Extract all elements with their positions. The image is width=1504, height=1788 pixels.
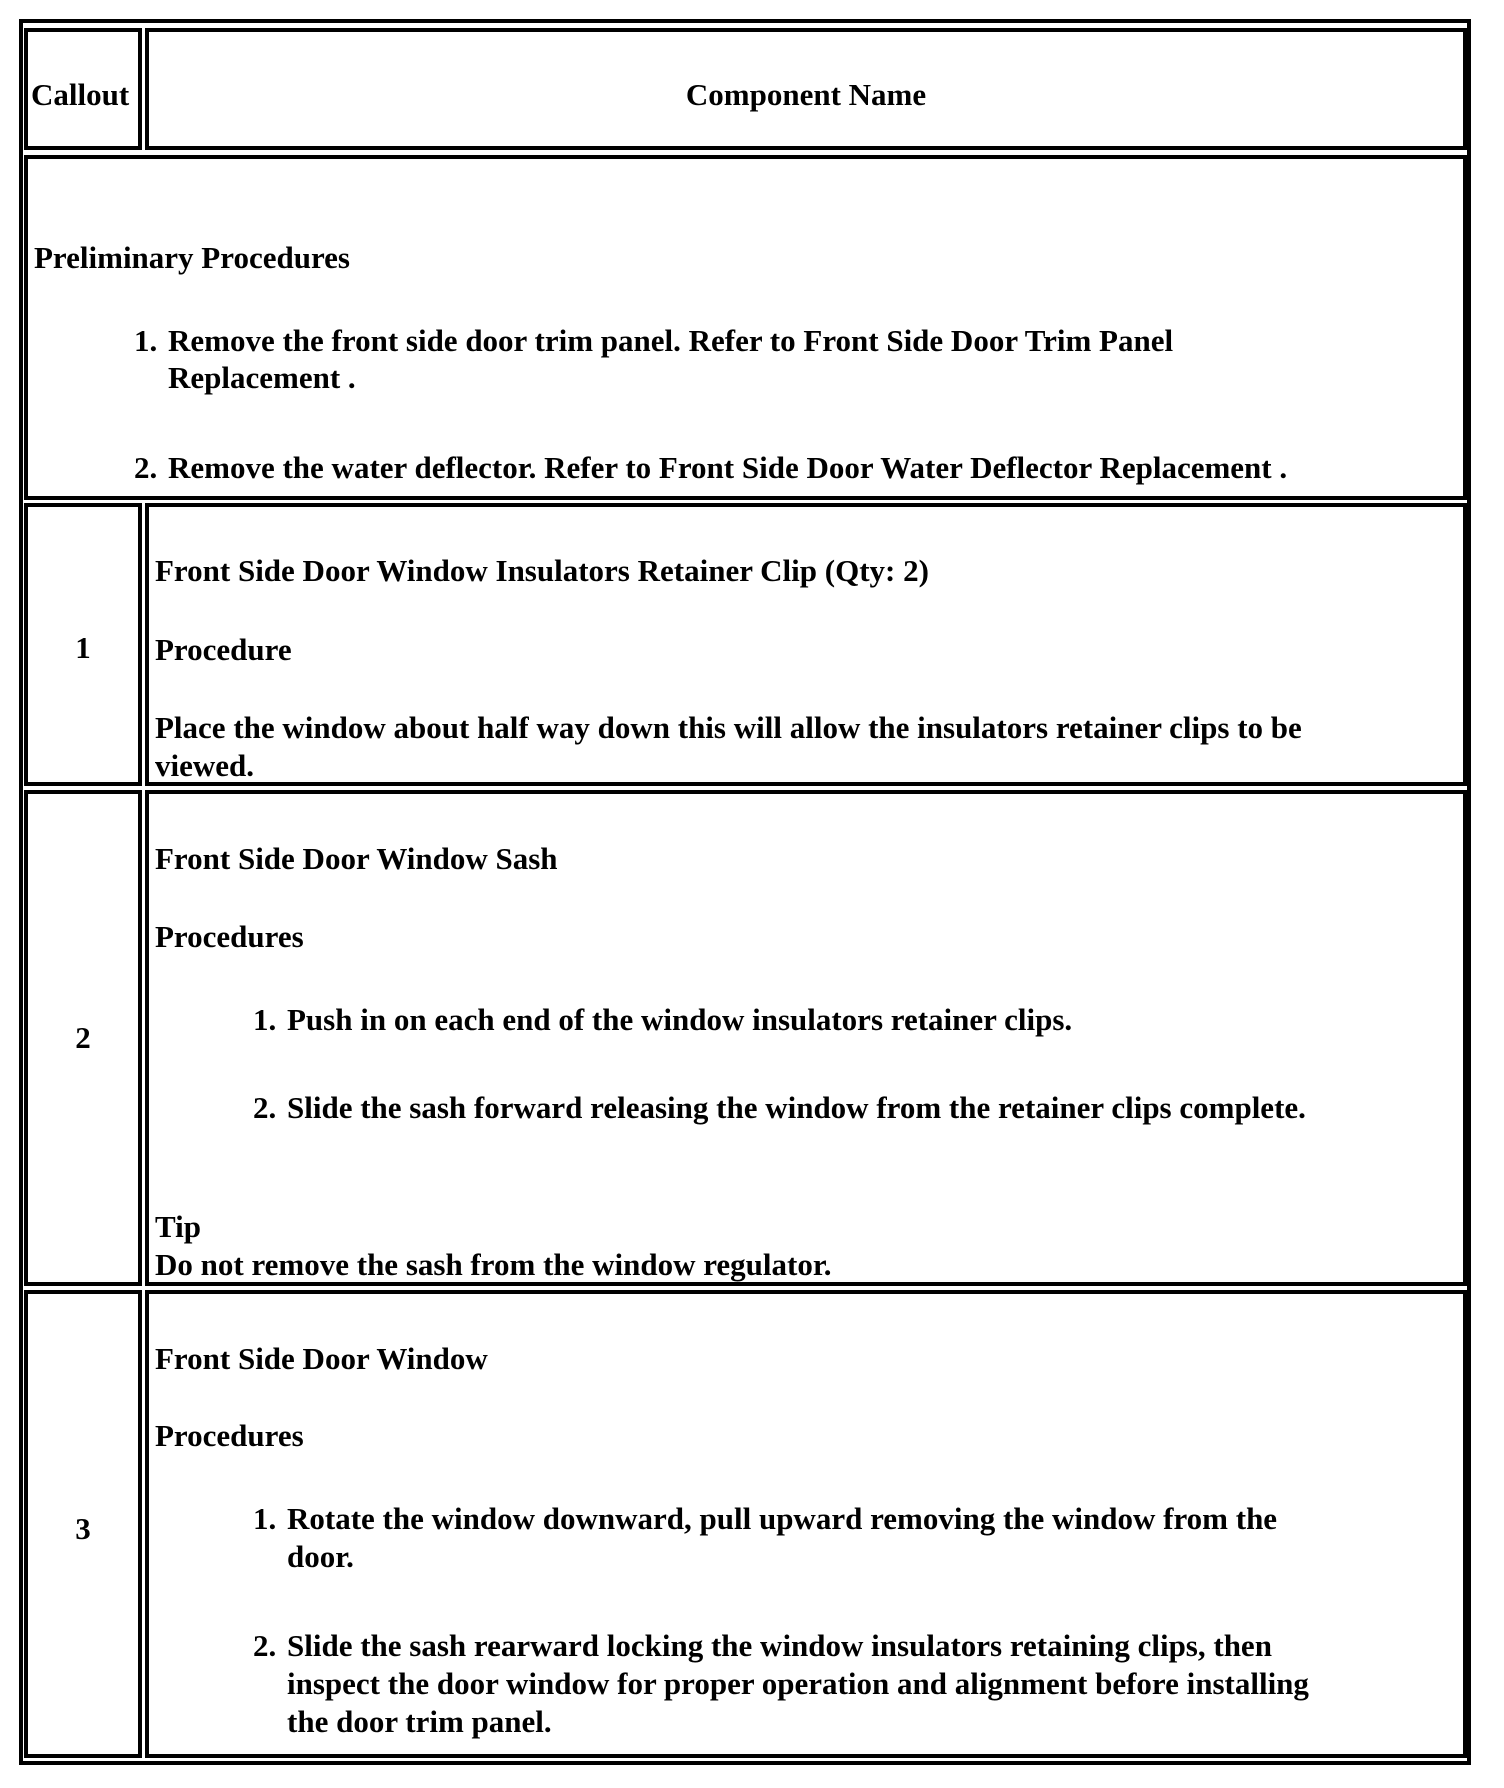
header-component-cell (145, 28, 1467, 150)
tip-text: Do not remove the sash from the window regulator. (155, 1247, 832, 1282)
callout-number: 1 (75, 630, 91, 665)
component-name: Front Side Door Window Sash (155, 841, 558, 876)
component-cell (145, 1290, 1467, 1758)
procedure-label: Procedures (155, 1418, 304, 1453)
step-text-line: Remove the front side door trim panel. Refer to Front Side Door Trim Panel (168, 323, 1174, 358)
preliminary-cell (24, 155, 1467, 500)
component-name: Front Side Door Window (155, 1341, 488, 1376)
component-cell (145, 790, 1467, 1286)
procedure-label: Procedure (155, 632, 292, 667)
step-text-line: Rotate the window downward, pull upward removing the window from the (287, 1501, 1278, 1536)
callout-number: 2 (75, 1020, 91, 1055)
step-number: 1. (253, 1501, 277, 1536)
preliminary-title: Preliminary Procedures (34, 240, 350, 275)
header-callout: Callout (31, 77, 130, 112)
procedure-text-line: Place the window about half way down this will allow the insulators retainer clips to be (155, 710, 1302, 745)
step-text-line: the door trim panel. (287, 1704, 552, 1739)
step-text-line: Remove the water deflector. Refer to Front Side Door Water Deflector Replacement . (168, 450, 1288, 485)
procedure-label: Procedures (155, 919, 304, 954)
callout-cell (24, 503, 142, 786)
step-text-line: inspect the door window for proper operation and alignment before installing (287, 1666, 1309, 1701)
header-component-name: Component Name (685, 77, 927, 112)
step-number: 1. (253, 1002, 277, 1037)
header-callout-cell (24, 28, 142, 150)
step-text-line: Slide the sash rearward locking the window insulators retaining clips, then (287, 1628, 1272, 1663)
step-text-line: Replacement . (168, 360, 356, 395)
step-text-line: Slide the sash forward releasing the window from the retainer clips complete. (287, 1090, 1306, 1125)
step-number: 2. (253, 1628, 277, 1663)
step-number: 2. (253, 1090, 277, 1125)
tip-label: Tip (155, 1209, 201, 1244)
callout-cell (24, 790, 142, 1286)
step-text-line: Push in on each end of the window insulators retainer clips. (287, 1002, 1073, 1037)
callout-cell (24, 1290, 142, 1758)
callout-number: 3 (75, 1511, 91, 1546)
procedure-text-line: viewed. (155, 748, 255, 783)
component-name: Front Side Door Window Insulators Retainer Clip (Qty: 2) (155, 553, 929, 588)
component-cell (145, 503, 1467, 786)
step-number: 1. (134, 323, 158, 358)
step-number: 2. (134, 450, 158, 485)
step-text-line: door. (287, 1539, 354, 1574)
